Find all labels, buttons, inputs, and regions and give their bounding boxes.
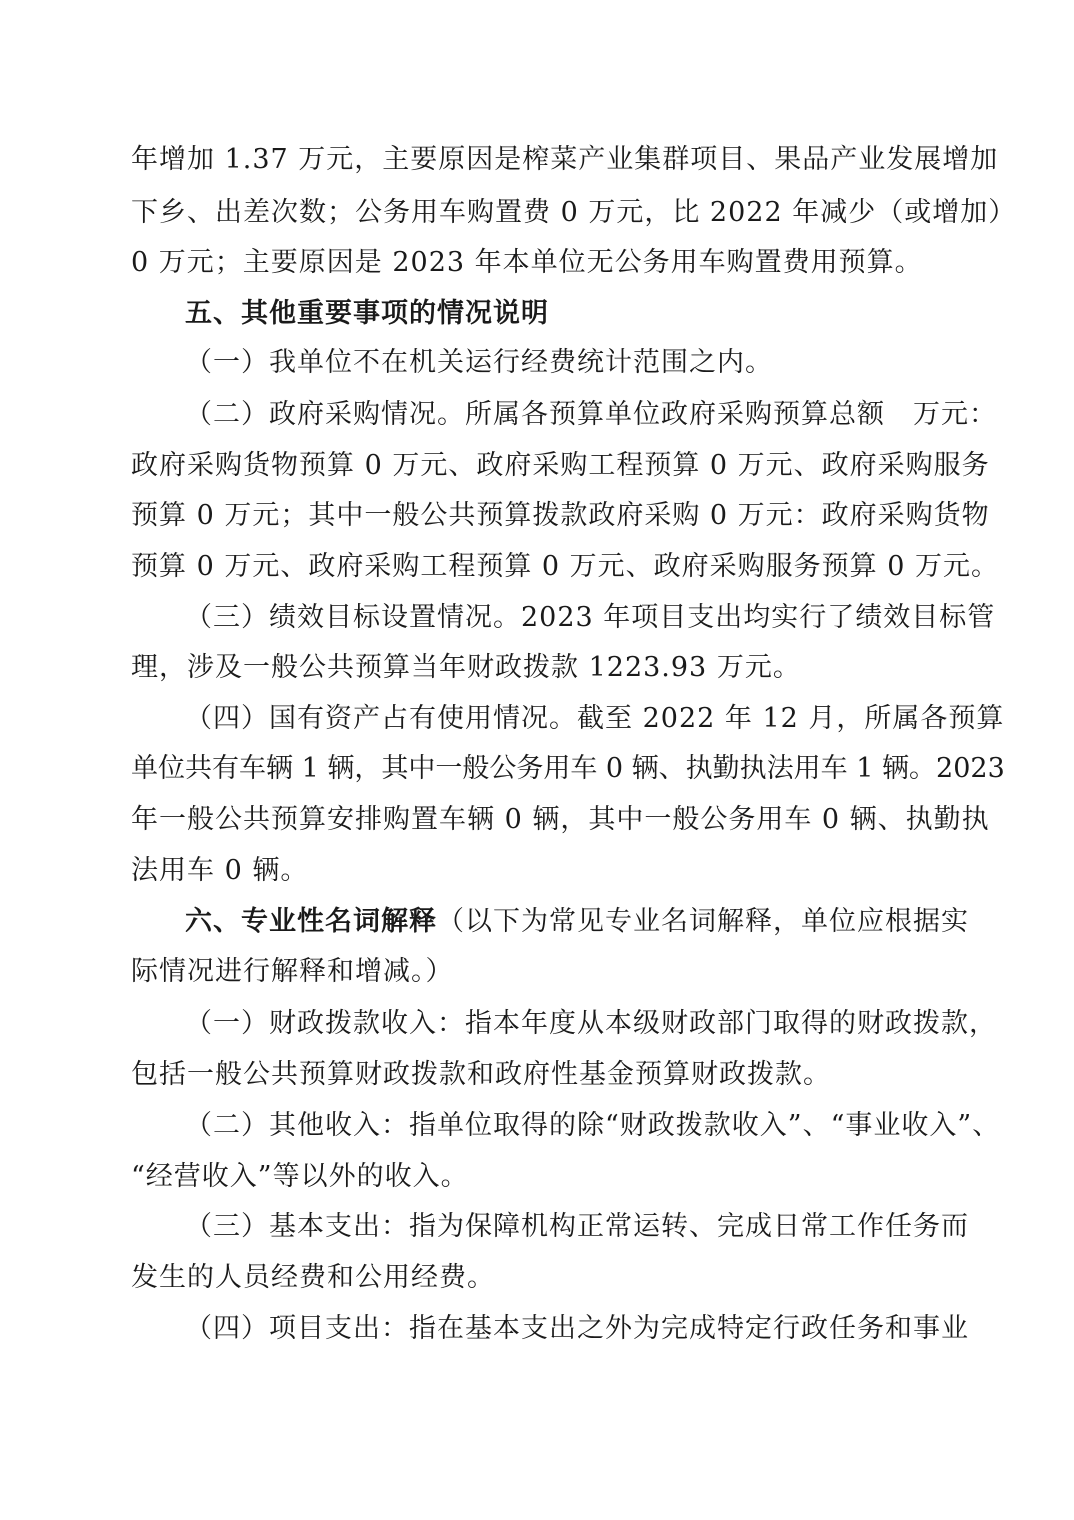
body-paragraph-line: 理，涉及一般公共预算当年财政拨款 1223.93 万元。: [131, 652, 801, 683]
body-paragraph-line: 预算 0 万元；其中一般公共预算拨款政府采购 0 万元：政府采购货物: [131, 500, 990, 531]
section-heading-5: 五、其他重要事项的情况说明: [185, 298, 549, 329]
body-paragraph-line: 单位共有车辆 1 辆，其中一般公务用车 0 辆、执勤执法用车 1 辆。2023: [131, 753, 1005, 784]
body-paragraph-line: （二）其他收入：指单位取得的除“财政拨款收入”、“事业收入”、: [185, 1110, 1001, 1141]
body-paragraph-line: （三）基本支出：指为保障机构正常运转、完成日常工作任务而: [185, 1211, 969, 1242]
body-paragraph-line: 预算 0 万元、政府采购工程预算 0 万元、政府采购服务预算 0 万元。: [131, 551, 1000, 582]
body-paragraph-line: （二）政府采购情况。所属各预算单位政府采购预算总额 万元：: [185, 399, 997, 430]
section-heading-6: 六、专业性名词解释: [185, 906, 437, 937]
body-paragraph-line: 年增加 1.37 万元，主要原因是榨菜产业集群项目、果品产业发展增加: [131, 144, 999, 175]
body-paragraph-line: 0 万元；主要原因是 2023 年本单位无公务用车购置费用预算。: [131, 247, 923, 278]
body-paragraph-line: 政府采购货物预算 0 万元、政府采购工程预算 0 万元、政府采购服务: [131, 450, 990, 481]
body-paragraph-line: （四）国有资产占有使用情况。截至 2022 年 12 月，所属各预算: [185, 703, 1005, 734]
body-paragraph-line: 际情况进行解释和增减。）: [131, 956, 454, 987]
body-paragraph-line: 下乡、出差次数；公务用车购置费 0 万元，比 2022 年减少（或增加）: [131, 197, 1017, 228]
body-paragraph-line: （四）项目支出：指在基本支出之外为完成特定行政任务和事业: [185, 1313, 969, 1344]
body-paragraph-line: （一）财政拨款收入：指本年度从本级财政部门取得的财政拨款，: [185, 1008, 997, 1039]
body-paragraph-line: 法用车 0 辆。: [131, 855, 309, 886]
body-paragraph-line: （一）我单位不在机关运行经费统计范围之内。: [185, 347, 773, 378]
body-paragraph-line: 发生的人员经费和公用经费。: [131, 1262, 495, 1293]
body-paragraph-line: “经营收入”等以外的收入。: [131, 1161, 469, 1192]
section-heading-6-line: [0, 902, 1074, 942]
body-paragraph-line: （三）绩效目标设置情况。2023 年项目支出均实行了绩效目标管: [185, 602, 996, 633]
body-paragraph-line: 年一般公共预算安排购置车辆 0 辆，其中一般公务用车 0 辆、执勤执: [131, 804, 990, 835]
section-heading-6-note: （以下为常见专业名词解释，单位应根据实: [437, 906, 969, 937]
body-paragraph-line: 包括一般公共预算财政拨款和政府性基金预算财政拨款。: [131, 1059, 831, 1090]
